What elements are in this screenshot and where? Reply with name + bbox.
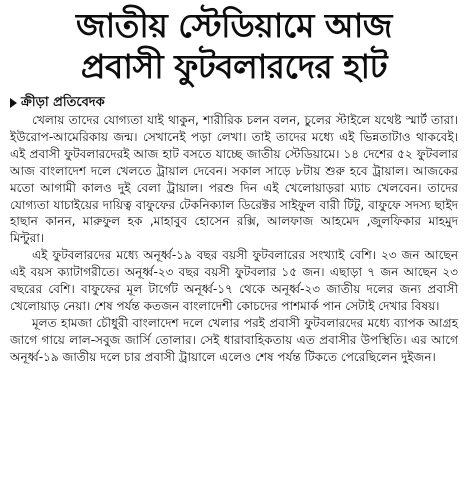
headline	[10, 6, 458, 88]
article-body	[10, 112, 458, 366]
bullet-triangle-icon	[10, 98, 17, 108]
paragraph-3: মূলত হামজা চৌধুরী বাংলাদেশ দলে খেলার পরই প্রবাসী ফুটবলারদের মধ্যে ব্যাপক আগ্রহ জাগে গায়ে লাল-সবুজ জার্সি তোলার। সেই ধারাবাহিকতায় এত প্রবাসীর উপস্থিতি। এর আগে অনূর্ধ্ব-১৯ জাতীয় দলে চার প্রবাসী ট্রায়ালে এলেও শেষ পর্যন্ত টিকতে পেরেছিলেন দুইজন।	[10, 315, 458, 364]
headline-line-1: জাতীয় স্টেডিয়ামে আজ	[76, 6, 392, 45]
headline-line-2: প্রবাসী ফুটবলারদের হাট	[80, 47, 388, 86]
paragraph-2: এই ফুটবলারদের মধ্যে অনূর্ধ্ব-১৯ বছর বয়সী ফুটবলারের সংখ্যাই বেশি। ২৩ জন আছেন এই বয়স ক্যাটাগরীতে। অনূর্ধ্ব-২৩ বছর বয়সী ফুটবলার ১৫ জন। এছাড়া ৭ জন আছেন ২৩ বছরের বেশি। বাফুফের মূল টার্গেট অনূর্ধ্ব-১৭ থেকে অনূর্ধ্ব-২৩ জাতীয় দলের জন্য প্রবাসী খেলোয়াড় নেয়া। শেষ পর্যন্ত কতজন বাংলাদেশী কোচদের পাশমার্ক পান সেটাই দেখার বিষয়।	[10, 248, 458, 313]
byline-text: ক্রীড়া প্রতিবেদক	[21, 95, 105, 110]
byline	[10, 94, 458, 112]
paragraph-1: খেলায় তাদের যোগ্যতা যাই থাকুন, শারীরিক চলন বলন, চুলের স্টাইলে যথেষ্ট স্মার্ট তারা। ইউরোপ-আমেরিকায় জন্ম। সেখানেই পড়া লেখা। তাই তাদের মধ্যে এই ভিন্নতাটাও থাকবেই। এই প্রবাসী ফুটবলারদেরই আজ হাট বসতে যাচ্ছে জাতীয় স্টেডিয়ামে। ১৪ দেশের ৫২ ফুটবলার আজ বাংলাদেশ দলে খেলতে ট্রায়াল দেবেন। সকাল সাড়ে ৮টায় শুরু হবে ট্রায়াল। আজকের মতো আগামী কালও দুই বেলা ট্রায়াল। পরশু দিন এই খেলোয়াড়রা ম্যাচ খেলবেন। তাদের যোগ্যতা যাচাইয়ের দায়িত্ব বাফুফের টেকনিক্যাল ডিরেক্টর সাইফুল বারী টিটু, বাফুফে সদস্য ছাইদ হাছান কানন, মারুফুল হক ,মাহাবুব হোসেন রক্সি, আলফাজ আহমেদ ,জুলফিকার মাহমুদ মিন্টুরা।	[10, 113, 458, 246]
